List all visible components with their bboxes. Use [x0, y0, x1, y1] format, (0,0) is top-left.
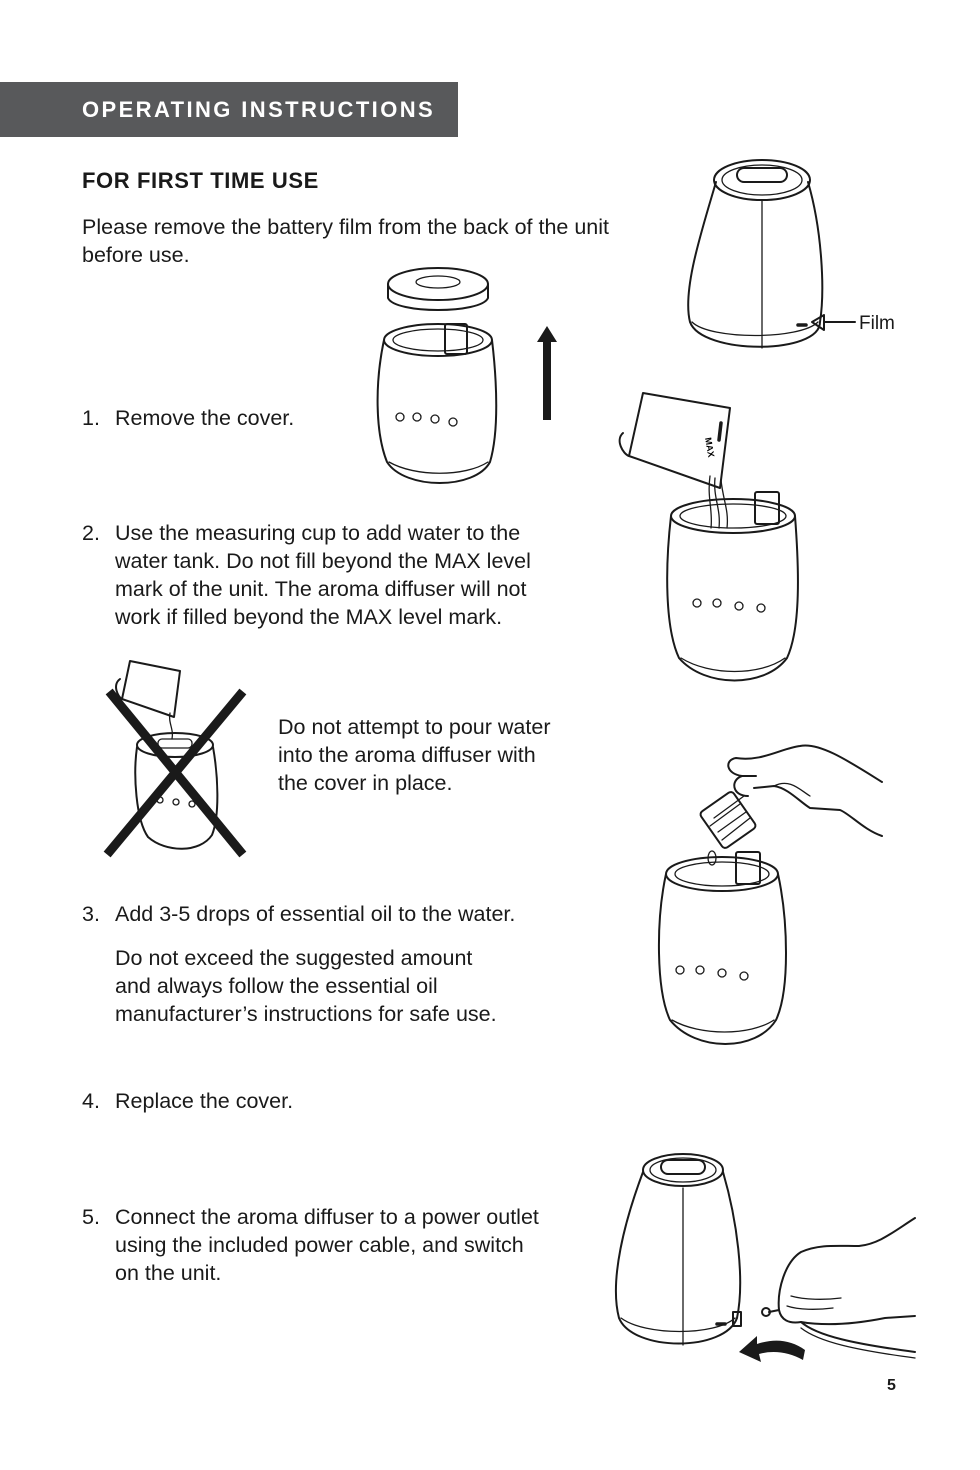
oil-note — [115, 944, 585, 1028]
step-2-line: water tank. Do not fill beyond the MAX level — [115, 549, 531, 573]
warning-line: into the aroma diffuser with — [278, 743, 536, 767]
step-5-line: on the unit. — [115, 1261, 222, 1285]
step-5-line: Connect the aroma diffuser to a power outlet — [115, 1205, 539, 1229]
page-number: 5 — [887, 1377, 896, 1394]
connect-power-illustration — [605, 1140, 920, 1365]
warning-crossed-illustration — [100, 655, 260, 860]
add-oil-illustration — [650, 740, 890, 1060]
step-2-line: Use the measuring cup to add water to the — [115, 521, 521, 545]
warning-text — [278, 713, 598, 797]
step-5-line: using the included power cable, and switch — [115, 1233, 524, 1257]
step-2 — [82, 519, 602, 634]
pour-water-illustration — [615, 388, 815, 688]
warning-line: Do not attempt to pour water — [278, 715, 551, 739]
step-2-number: 2. — [82, 521, 100, 545]
intro-paragraph: Please remove the battery film from the back of the unit before use. — [82, 215, 610, 267]
remove-cover-illustration — [375, 262, 575, 492]
step-5-number: 5. — [82, 1205, 100, 1229]
section-heading: FOR FIRST TIME USE — [82, 168, 319, 193]
film-label: Film — [859, 313, 895, 334]
step-2-line: work if filled beyond the MAX level mark. — [115, 605, 503, 629]
step-1-text: Remove the cover. — [115, 406, 295, 430]
step-4-text: Replace the cover. — [115, 1089, 294, 1113]
warning-line: the cover in place. — [278, 771, 453, 795]
step-5-text — [115, 1203, 539, 1287]
step-5 — [82, 1203, 602, 1293]
step-2-text — [115, 519, 531, 631]
oil-note-line: manufacturer’s instructions for safe use. — [115, 1002, 497, 1026]
cup-max-mark: MAX — [703, 436, 717, 459]
oil-note-line: Do not exceed the suggested amount — [115, 946, 473, 970]
step-1-number: 1. — [82, 406, 100, 430]
step-2-line: mark of the unit. The aroma diffuser will not — [115, 577, 527, 601]
step-4-number: 4. — [82, 1089, 100, 1113]
step-3-number: 3. — [82, 902, 100, 926]
oil-note-line: and always follow the essential oil — [115, 974, 438, 998]
section-header: OPERATING INSTRUCTIONS — [0, 82, 458, 137]
step-3-text: Add 3-5 drops of essential oil to the water. — [115, 902, 516, 926]
